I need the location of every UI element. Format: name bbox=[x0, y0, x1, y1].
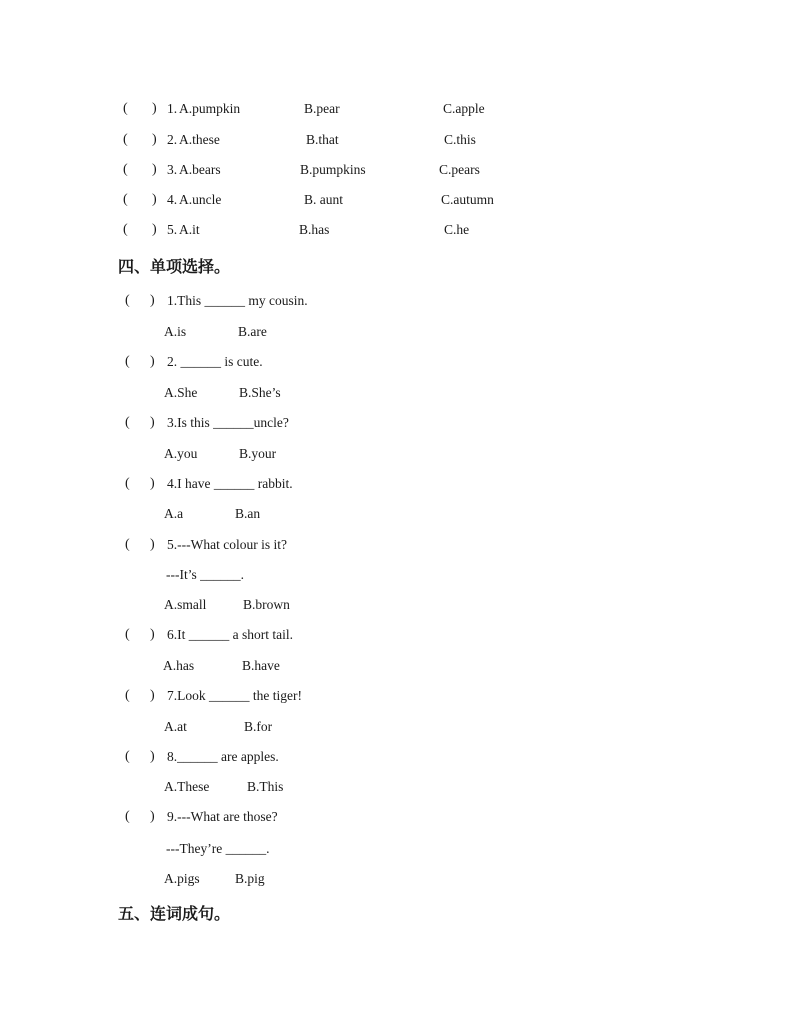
option-b: B.your bbox=[239, 446, 277, 461]
answer-paren-open: ( bbox=[125, 354, 130, 369]
option-c: C.apple bbox=[443, 101, 485, 116]
question-text: 6.It ______ a short tail. bbox=[167, 627, 293, 642]
answer-paren-close: ) bbox=[150, 749, 155, 764]
option-a: A.She bbox=[164, 385, 198, 400]
question-text: 4.I have ______ rabbit. bbox=[167, 476, 293, 491]
question-text: 5.---What colour is it? bbox=[167, 537, 287, 552]
answer-paren-open: ( bbox=[125, 293, 130, 308]
option-a: A.you bbox=[164, 446, 198, 461]
answer-paren-open: ( bbox=[125, 749, 130, 764]
option-c: C.this bbox=[444, 132, 476, 147]
answer-paren-close: ) bbox=[152, 222, 157, 237]
option-a: A.is bbox=[164, 324, 187, 339]
option-a: A.pumpkin bbox=[179, 101, 241, 116]
answer-paren-open: ( bbox=[125, 537, 130, 552]
option-a: A.small bbox=[164, 597, 207, 612]
answer-paren-close: ) bbox=[150, 688, 155, 703]
answer-paren-close: ) bbox=[150, 476, 155, 491]
question-text: 7.Look ______ the tiger! bbox=[167, 688, 302, 703]
option-b: B.pumpkins bbox=[300, 162, 366, 177]
option-a: A.uncle bbox=[179, 192, 222, 207]
answer-paren-open: ( bbox=[125, 688, 130, 703]
option-b: B.brown bbox=[243, 597, 290, 612]
answer-paren-close: ) bbox=[152, 101, 157, 116]
option-b: B.This bbox=[247, 779, 284, 794]
option-b: B.an bbox=[235, 506, 261, 521]
answer-paren-close: ) bbox=[152, 132, 157, 147]
answer-paren-open: ( bbox=[125, 809, 130, 824]
answer-paren-close: ) bbox=[152, 162, 157, 177]
option-b: B.pear bbox=[304, 101, 340, 116]
option-c: C.autumn bbox=[441, 192, 494, 207]
question-number: 4. bbox=[167, 192, 178, 207]
question-subtext: ---They’re ______. bbox=[166, 841, 270, 856]
answer-paren-close: ) bbox=[150, 537, 155, 552]
question-number: 5. bbox=[167, 222, 178, 237]
option-a: A.pigs bbox=[164, 871, 200, 886]
option-b: B.are bbox=[238, 324, 267, 339]
question-subtext: ---It’s ______. bbox=[166, 567, 244, 582]
option-a: A.these bbox=[179, 132, 220, 147]
answer-paren-open: ( bbox=[123, 192, 128, 207]
option-a: A.it bbox=[179, 222, 200, 237]
answer-paren-close: ) bbox=[150, 415, 155, 430]
section4-heading: 四、单项选择。 bbox=[118, 257, 231, 276]
option-c: C.pears bbox=[439, 162, 480, 177]
question-number: 2. bbox=[167, 132, 178, 147]
option-a: A.at bbox=[164, 719, 187, 734]
option-b: B.have bbox=[242, 658, 280, 673]
option-b: B.has bbox=[299, 222, 330, 237]
answer-paren-open: ( bbox=[125, 415, 130, 430]
question-number: 3. bbox=[167, 162, 178, 177]
option-b: B.She’s bbox=[239, 385, 281, 400]
option-b: B.for bbox=[244, 719, 273, 734]
answer-paren-open: ( bbox=[123, 101, 128, 116]
answer-paren-close: ) bbox=[150, 293, 155, 308]
option-a: A.has bbox=[163, 658, 195, 673]
question-text: 1.This ______ my cousin. bbox=[167, 293, 308, 308]
answer-paren-open: ( bbox=[125, 627, 130, 642]
question-text: 9.---What are those? bbox=[167, 809, 278, 824]
option-a: A.a bbox=[164, 506, 184, 521]
question-number: 1. bbox=[167, 101, 178, 116]
question-text: 3.Is this ______uncle? bbox=[167, 415, 289, 430]
question-text: 2. ______ is cute. bbox=[167, 354, 263, 369]
answer-paren-open: ( bbox=[123, 222, 128, 237]
option-b: B.that bbox=[306, 132, 339, 147]
option-a: A.bears bbox=[179, 162, 221, 177]
option-c: C.he bbox=[444, 222, 470, 237]
answer-paren-open: ( bbox=[125, 476, 130, 491]
answer-paren-open: ( bbox=[123, 132, 128, 147]
answer-paren-close: ) bbox=[152, 192, 157, 207]
option-b: B.pig bbox=[235, 871, 265, 886]
answer-paren-close: ) bbox=[150, 354, 155, 369]
option-a: A.These bbox=[164, 779, 210, 794]
section5-heading: 五、连词成句。 bbox=[118, 904, 231, 923]
answer-paren-open: ( bbox=[123, 162, 128, 177]
option-b: B. aunt bbox=[304, 192, 343, 207]
question-text: 8.______ are apples. bbox=[167, 749, 279, 764]
answer-paren-close: ) bbox=[150, 627, 155, 642]
answer-paren-close: ) bbox=[150, 809, 155, 824]
